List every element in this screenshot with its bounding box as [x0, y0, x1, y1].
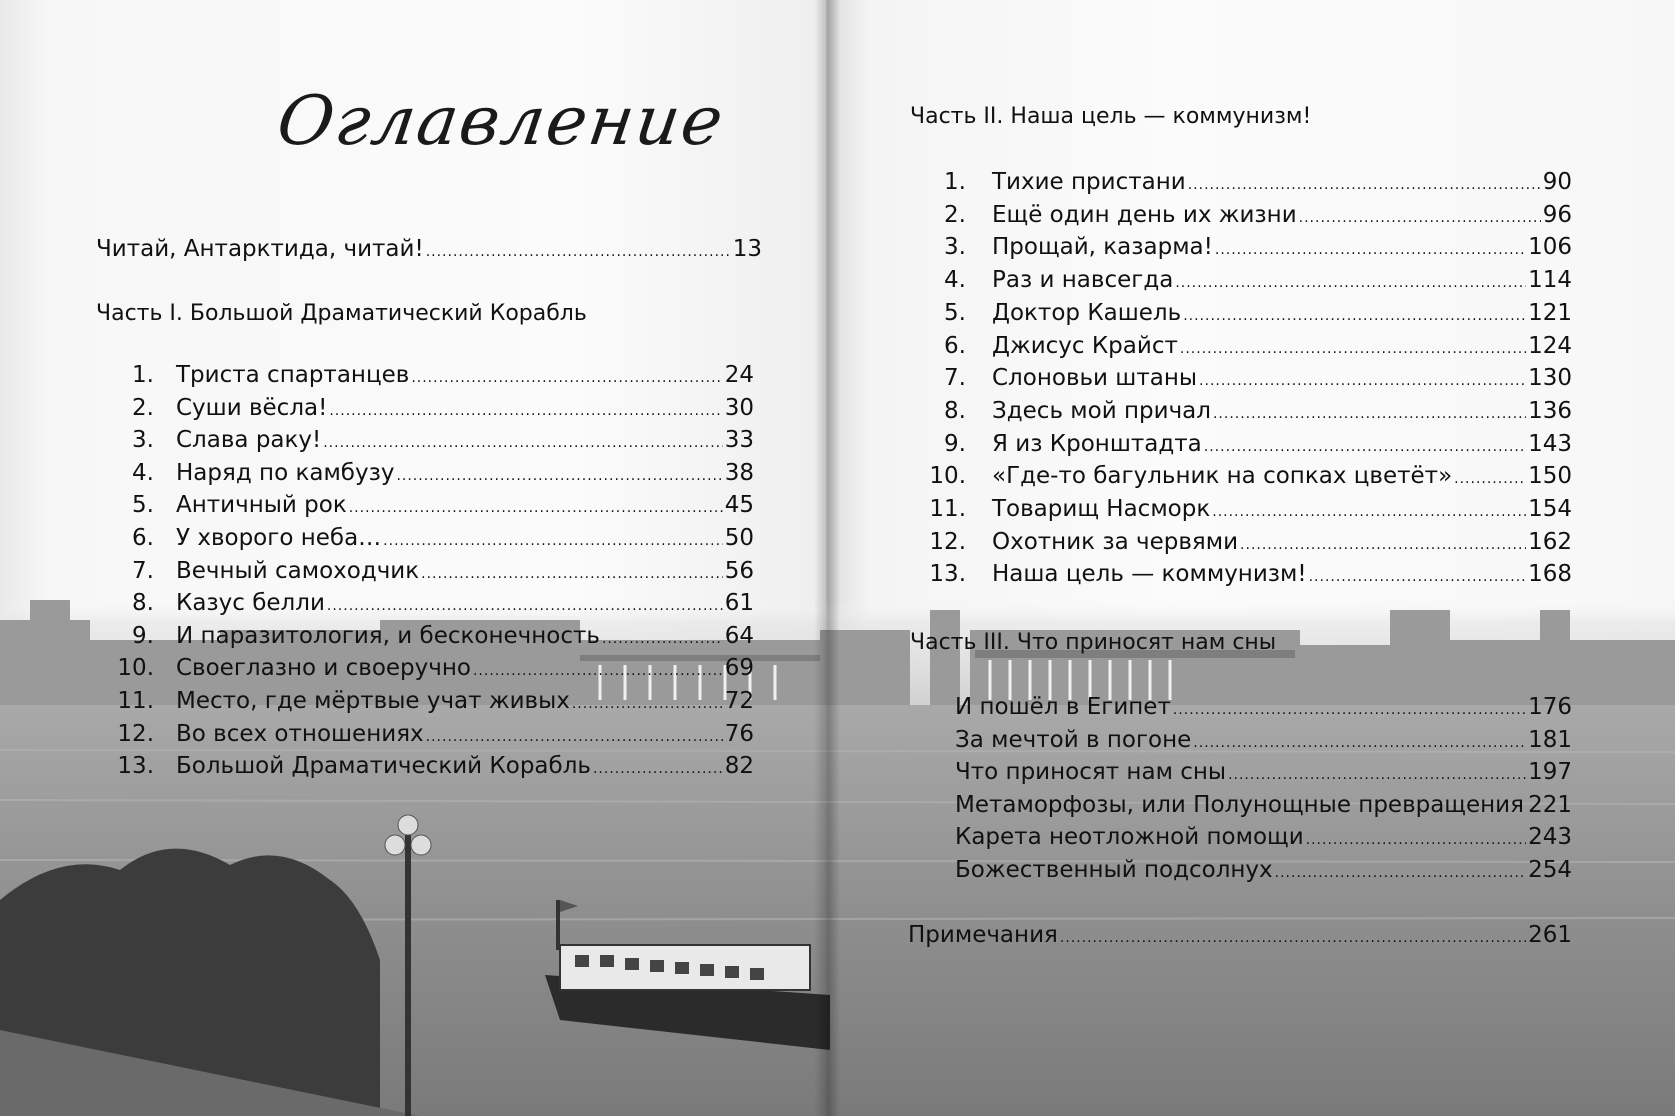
entry-page: 106 — [1528, 234, 1572, 261]
dot-leader — [593, 754, 723, 784]
entry-title: Триста спартанцев — [176, 362, 410, 388]
entry-number: 5. — [944, 299, 966, 326]
dot-leader — [1183, 301, 1526, 331]
entry-title: За мечтой в погоне — [955, 726, 1192, 753]
toc-entry[interactable] — [920, 363, 1572, 396]
dot-leader — [323, 428, 722, 458]
entry-title: Что приносят нам сны — [955, 759, 1227, 786]
entry-number: 8. — [132, 590, 154, 617]
entry-number: 1. — [132, 362, 154, 388]
entry-title: Наша цель — коммунизм! — [992, 561, 1307, 588]
entry-page: 168 — [1528, 561, 1572, 588]
dot-leader — [1213, 399, 1526, 429]
entry-number: 6. — [132, 525, 154, 551]
entry-number: 9. — [132, 622, 154, 649]
entry-title: Божественный подсолнух — [955, 857, 1273, 883]
entry-number: 7. — [132, 557, 154, 584]
toc-entry[interactable] — [110, 653, 754, 686]
toc-entry[interactable] — [110, 621, 754, 654]
entry-page: 82 — [724, 753, 754, 780]
entry-number: 3. — [132, 427, 154, 454]
dot-leader — [329, 396, 722, 426]
entry-number: 11. — [117, 688, 154, 714]
entry-number: 4. — [132, 459, 154, 486]
entry-title: Охотник за червями — [992, 528, 1239, 555]
entry-title: Джисус Крайст — [992, 332, 1178, 359]
entry-title: Прощай, казарма! — [992, 234, 1213, 261]
toc-entry[interactable] — [920, 232, 1572, 265]
entry-page: 69 — [724, 655, 754, 682]
entry-title: Казус белли — [176, 590, 325, 617]
toc-entry[interactable] — [110, 393, 754, 426]
toc-entry[interactable] — [920, 200, 1572, 233]
entry-page: 154 — [1528, 496, 1572, 522]
toc-entry[interactable] — [110, 458, 754, 491]
toc-entry[interactable] — [920, 429, 1572, 462]
entry-title: И пошёл в Египет — [955, 694, 1171, 720]
toc-entry[interactable] — [920, 559, 1572, 592]
dot-leader — [1299, 203, 1541, 233]
toc-entry[interactable] — [110, 588, 754, 621]
dot-leader — [396, 461, 722, 491]
dot-leader — [1240, 530, 1526, 560]
toc-entry[interactable] — [110, 686, 754, 719]
dot-leader — [327, 591, 723, 621]
dot-leader — [1175, 268, 1526, 298]
entry-page: 64 — [724, 622, 754, 649]
dot-leader — [1180, 334, 1526, 364]
entry-number: 13. — [117, 753, 154, 780]
entry-page: 254 — [1528, 857, 1572, 883]
toc-entry[interactable] — [920, 298, 1572, 331]
toc-entry[interactable] — [920, 396, 1572, 429]
entry-page: 96 — [1542, 201, 1572, 228]
dot-leader — [1193, 728, 1526, 758]
part-1-title: Часть I. Большой Драматический Корабль — [96, 301, 587, 326]
toc-entry[interactable] — [955, 790, 1572, 823]
entry-page: 143 — [1528, 430, 1572, 457]
entry-title: Своеглазно и своеручно — [176, 655, 471, 682]
toc-entry[interactable] — [955, 725, 1572, 758]
toc-entry[interactable] — [920, 494, 1572, 527]
entry-page: 114 — [1528, 267, 1572, 294]
entry-page: 45 — [724, 492, 754, 519]
entry-title: У хворого неба… — [176, 525, 382, 551]
entry-title: Наряд по камбузу — [176, 459, 395, 486]
toc-entry-intro[interactable] — [96, 234, 762, 267]
entry-number: 7. — [944, 365, 966, 392]
toc-entry[interactable] — [920, 331, 1572, 364]
dot-leader — [1212, 497, 1526, 527]
part-2-title: Часть II. Наша цель — коммунизм! — [910, 104, 1312, 129]
entry-title: Метаморфозы, или Полунощные превращения — [955, 791, 1524, 818]
toc-entry[interactable] — [110, 751, 754, 784]
entry-page: 121 — [1528, 299, 1572, 326]
entry-title: Слоновьи штаны — [992, 365, 1198, 392]
entry-page: 61 — [724, 590, 754, 617]
entry-title: Во всех отношениях — [176, 720, 424, 747]
toc-entry[interactable] — [955, 855, 1572, 888]
toc-entry[interactable] — [920, 461, 1572, 494]
dot-leader — [1275, 858, 1526, 888]
toc-entry[interactable] — [955, 822, 1572, 855]
dot-leader — [1060, 923, 1526, 953]
dot-leader — [1228, 760, 1526, 790]
toc-entry[interactable] — [955, 757, 1572, 790]
entry-page: 50 — [724, 525, 754, 551]
entry-number: 5. — [132, 492, 154, 519]
dot-leader — [426, 722, 723, 752]
book-gutter — [814, 0, 840, 1116]
entry-page: 24 — [724, 362, 754, 388]
toc-entry[interactable] — [920, 167, 1572, 200]
toc-heading: Оглавление — [272, 82, 730, 161]
entry-page: 33 — [724, 427, 754, 454]
entry-page: 38 — [724, 459, 754, 486]
dot-leader — [1204, 432, 1526, 462]
entry-page: 130 — [1528, 365, 1572, 392]
dot-leader — [1454, 464, 1526, 494]
dot-leader — [426, 237, 731, 267]
entry-title: И паразитология, и бесконечность — [176, 622, 600, 649]
entry-title: Ещё один день их жизни — [992, 201, 1297, 228]
part-3-title: Часть III. Что приносят нам сны — [910, 630, 1277, 655]
entry-page: 181 — [1528, 726, 1572, 753]
toc-entry[interactable] — [920, 527, 1572, 560]
entry-page: 90 — [1542, 169, 1572, 195]
entry-title: Здесь мой причал — [992, 397, 1211, 424]
toc-entry[interactable] — [110, 719, 754, 752]
entry-number: 4. — [944, 267, 966, 294]
entry-page: 162 — [1528, 528, 1572, 555]
dot-leader — [473, 656, 723, 686]
entry-number: 1. — [944, 169, 966, 195]
entry-page: 150 — [1528, 463, 1572, 490]
toc-entry-notes[interactable] — [908, 920, 1572, 953]
dot-leader — [421, 559, 723, 589]
entry-page: 176 — [1528, 694, 1572, 720]
entry-number: 6. — [944, 332, 966, 359]
entry-page: 72 — [724, 688, 754, 714]
entry-page: 76 — [724, 720, 754, 747]
entry-number: 8. — [944, 397, 966, 424]
toc-entry[interactable] — [110, 523, 754, 556]
entry-title: Тихие пристани — [992, 169, 1186, 195]
entry-title: Карета неотложной помощи — [955, 824, 1304, 851]
toc-entry[interactable] — [955, 692, 1572, 725]
entry-number: 12. — [117, 720, 154, 747]
toc-entry[interactable] — [110, 556, 754, 589]
entry-number: 12. — [929, 528, 966, 555]
dot-leader — [1215, 235, 1526, 265]
dot-leader — [1173, 695, 1526, 725]
entry-page: 221 — [1528, 791, 1572, 818]
entry-title: Доктор Кашель — [992, 299, 1182, 326]
dot-leader — [602, 624, 723, 654]
entry-page: 261 — [1528, 922, 1572, 948]
entry-number: 10. — [117, 655, 154, 682]
entry-title: Суши вёсла! — [176, 394, 328, 421]
entry-number: 9. — [944, 430, 966, 457]
entry-title: Товарищ Насморк — [992, 496, 1211, 522]
dot-leader — [572, 689, 723, 719]
dot-leader — [1188, 170, 1541, 200]
entry-page: 13 — [732, 236, 762, 262]
toc-entry[interactable] — [920, 265, 1572, 298]
entry-title: Большой Драматический Корабль — [176, 753, 591, 780]
entry-page: 197 — [1528, 759, 1572, 786]
entry-title: Читай, Антарктида, читай! — [96, 236, 424, 262]
dot-leader — [349, 493, 723, 523]
dot-leader — [383, 526, 723, 556]
entry-title: Я из Кронштадта — [992, 430, 1202, 457]
dot-leader — [1199, 366, 1526, 396]
entry-title: Примечания — [908, 922, 1058, 948]
entry-title: Слава раку! — [176, 427, 322, 454]
entry-title: Место, где мёртвые учат живых — [176, 688, 570, 714]
toc-entry[interactable] — [110, 360, 754, 393]
dot-leader — [1306, 825, 1526, 855]
entry-number: 2. — [132, 394, 154, 421]
entry-title: «Где-то багульник на сопках цветёт» — [992, 463, 1453, 490]
dot-leader — [1309, 562, 1527, 592]
dot-leader — [411, 363, 722, 393]
entry-number: 13. — [929, 561, 966, 588]
entry-page: 136 — [1528, 397, 1572, 424]
entry-title: Раз и навсегда — [992, 267, 1174, 294]
entry-title: Античный рок — [176, 492, 347, 519]
entry-page: 124 — [1528, 332, 1572, 359]
entry-page: 56 — [724, 557, 754, 584]
entry-number: 2. — [944, 201, 966, 228]
entry-page: 30 — [724, 394, 754, 421]
toc-entry[interactable] — [110, 425, 754, 458]
entry-number: 3. — [944, 234, 966, 261]
entry-title: Вечный самоходчик — [176, 557, 420, 584]
toc-entry[interactable] — [110, 490, 754, 523]
entry-page: 243 — [1528, 824, 1572, 851]
entry-number: 11. — [929, 496, 966, 522]
entry-number: 10. — [929, 463, 966, 490]
